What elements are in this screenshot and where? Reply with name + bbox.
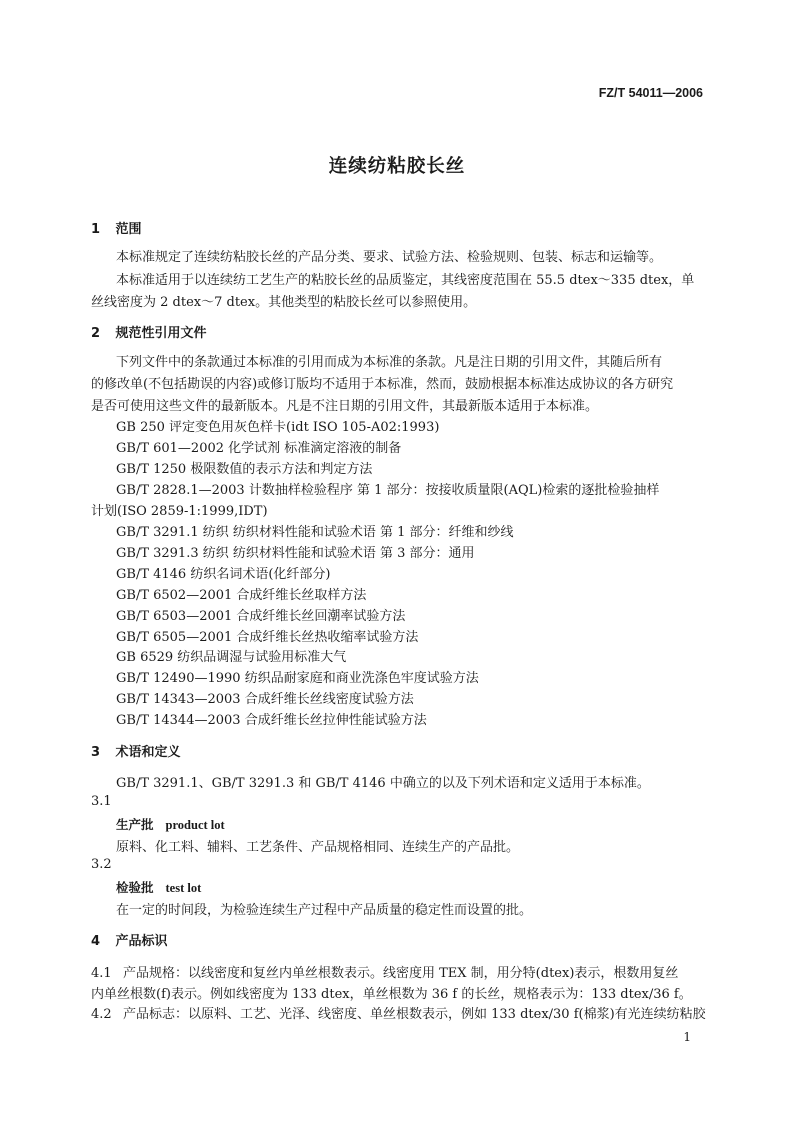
reference-item: GB/T 14344—2003 合成纤维长丝拉伸性能试验方法 bbox=[116, 713, 427, 728]
section-number: 3 bbox=[91, 745, 101, 760]
section-number: 2 bbox=[91, 326, 101, 341]
paragraph: 本标准规定了连续纺粘胶长丝的产品分类、要求、试验方法、检验规则、包装、标志和运输等。 bbox=[116, 250, 663, 265]
reference-item-continuation: 计划(ISO 2859-1:1999,IDT) bbox=[91, 504, 268, 519]
section-4-heading bbox=[91, 930, 168, 949]
term-number: 3.1 bbox=[91, 794, 112, 809]
term-chinese: 生产批 bbox=[116, 817, 154, 832]
section-number: 4 bbox=[91, 934, 101, 949]
reference-item: GB/T 14343—2003 合成纤维长丝线密度试验方法 bbox=[116, 692, 414, 707]
term-english: product lot bbox=[165, 818, 225, 832]
paragraph: 丝线密度为 2 dtex～7 dtex。其他类型的粘胶长丝可以参照使用。 bbox=[91, 295, 477, 310]
reference-item: GB 6529 纺织品调湿与试验用标准大气 bbox=[116, 650, 347, 665]
clause-4-1 bbox=[91, 962, 678, 981]
section-title: 范围 bbox=[115, 222, 142, 237]
section-title: 规范性引用文件 bbox=[115, 326, 207, 341]
term-number: 3.2 bbox=[91, 857, 112, 872]
reference-item: GB/T 3291.3 纺织 纺织材料性能和试验术语 第 3 部分：通用 bbox=[116, 546, 475, 561]
clause-number: 4.2 bbox=[91, 1007, 112, 1022]
term-heading bbox=[116, 815, 225, 833]
reference-item: GB 250 评定变色用灰色样卡(idt ISO 105-A02:1993) bbox=[116, 420, 440, 435]
section-2-heading bbox=[91, 322, 207, 341]
clause-text-continuation: 内单丝根数(f)表示。例如线密度为 133 dtex，单丝根数为 36 f 的长丝，规格表示为：133 dtex/36 f。 bbox=[91, 987, 692, 1002]
section-1-heading bbox=[91, 218, 142, 237]
reference-item: GB/T 3291.1 纺织 纺织材料性能和试验术语 第 1 部分：纤维和纱线 bbox=[116, 525, 514, 540]
term-definition: 原料、化工料、辅料、工艺条件、产品规格相同、连续生产的产品批。 bbox=[116, 840, 520, 855]
paragraph: 本标准适用于以连续纺工艺生产的粘胶长丝的品质鉴定，其线密度范围在 55.5 dtex～335 dtex，单 bbox=[116, 273, 695, 288]
section-3-heading bbox=[91, 741, 181, 760]
paragraph: 下列文件中的条款通过本标准的引用而成为本标准的条款。凡是注日期的引用文件，其随后所有 bbox=[116, 355, 663, 370]
reference-item: GB/T 6502—2001 合成纤维长丝取样方法 bbox=[116, 588, 367, 603]
clause-4-2 bbox=[91, 1003, 706, 1022]
clause-number: 4.1 bbox=[91, 966, 112, 981]
clause-text: 产品标志：以原料、工艺、光泽、线密度、单丝根数表示，例如 133 dtex/30 f(棉浆)有光连续纺粘胶 bbox=[123, 1007, 706, 1022]
clause-text: 产品规格：以线密度和复丝内单丝根数表示。线密度用 TEX 制，用分特(dtex)表示，根数用复丝 bbox=[123, 966, 679, 981]
term-definition: 在一定的时间段，为检验连续生产过程中产品质量的稳定性而设置的批。 bbox=[116, 903, 533, 918]
reference-item: GB/T 6505—2001 合成纤维长丝热收缩率试验方法 bbox=[116, 630, 419, 645]
term-heading bbox=[116, 878, 201, 896]
section-title: 术语和定义 bbox=[115, 745, 181, 760]
section-number: 1 bbox=[91, 222, 101, 237]
reference-item: GB/T 601—2002 化学试剂 标准滴定溶液的制备 bbox=[116, 441, 402, 456]
standard-code: FZ/T 54011—2006 bbox=[598, 86, 703, 100]
term-chinese: 检验批 bbox=[116, 880, 154, 895]
paragraph: 的修改单(不包括勘误的内容)或修订版均不适用于本标准，然而，鼓励根据本标准达成协议的各方研究 bbox=[91, 377, 674, 392]
reference-item: GB/T 2828.1—2003 计数抽样检验程序 第 1 部分：按接收质量限(AQL)检索的逐批检验抽样 bbox=[116, 483, 660, 498]
reference-item: GB/T 4146 纺织名词术语(化纤部分) bbox=[116, 567, 331, 582]
section-title: 产品标识 bbox=[115, 934, 168, 949]
paragraph: 是否可使用这些文件的最新版本。凡是不注日期的引用文件，其最新版本适用于本标准。 bbox=[91, 399, 599, 414]
paragraph: GB/T 3291.1、GB/T 3291.3 和 GB/T 4146 中确立的以及下列术语和定义适用于本标准。 bbox=[116, 776, 650, 791]
reference-item: GB/T 12490—1990 纺织品耐家庭和商业洗涤色牢度试验方法 bbox=[116, 671, 479, 686]
page-number: 1 bbox=[683, 1030, 691, 1044]
document-title: 连续纺粘胶长丝 bbox=[328, 156, 466, 177]
reference-item: GB/T 6503—2001 合成纤维长丝回潮率试验方法 bbox=[116, 609, 406, 624]
reference-item: GB/T 1250 极限数值的表示方法和判定方法 bbox=[116, 462, 373, 477]
term-english: test lot bbox=[165, 881, 202, 895]
